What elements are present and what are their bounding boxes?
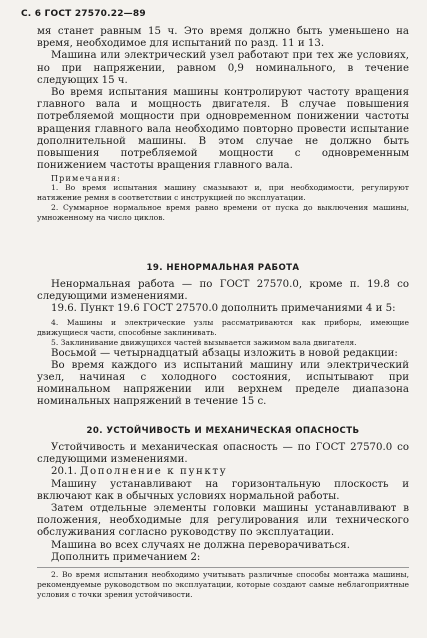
item-title: Дополнение к пункту <box>80 466 228 478</box>
note-2: 2. Суммарное нормальное время равно времени от пуска до выключения машины, умноженному на число циклов. <box>37 203 409 223</box>
paragraph-3: Во время испытания машины контролируют частоту вращения главного вала и мощность двигателя. В случае повышения потребляемой мощности при одновременном понижении частоты вращения главного вала необходимо повторно провести испытание дополнительной машины. В этом случае не должно быть повышения потребляемой мощности с одновременным понижением частоты вращения главного вала. <box>37 87 409 172</box>
footnote-rule <box>37 567 409 568</box>
section-19-heading: 19. НЕНОРМАЛЬНАЯ РАБОТА <box>146 263 300 273</box>
section-20-paragraph-5: Дополнить примечанием 2: <box>51 551 201 563</box>
section-20-heading: 20. УСТОЙЧИВОСТЬ И МЕХАНИЧЕСКАЯ ОПАСНОСТЬ <box>86 426 360 436</box>
text-block-top <box>37 26 409 223</box>
note-1: 1. Во время испытания машину смазывают и, при необходимости, регулируют натяжение ремня в соответствии с инструкцией по эксплуатации. <box>37 183 409 203</box>
section-19-item: 19.6. Пункт 19.6 ГОСТ 27570.0 дополнить примечаниями 4 и 5: <box>51 303 396 315</box>
section-20 <box>37 426 409 600</box>
paragraph-1: мя станет равным 15 ч. Это время должно быть уменьшено на время, необходимое для испытаний по разд. 11 и 13. <box>37 26 409 50</box>
page-header: С. 6 ГОСТ 27570.22—89 <box>21 9 146 19</box>
section-19-eighth: Восьмой — четырнадцатый абзацы изложить в новой редакции: <box>51 347 398 359</box>
section-19-note-5: 5. Заклинивание движущихся частей вызывается зажимом вала двигателя. <box>51 337 357 347</box>
section-19-redaction: Во время каждого из испытаний машину или электрический узел, начиная с холодного состояния, испытывают при номинальном напряжении или верхнем пределе диапазона номинальных напряжений в течение 15 с. <box>37 359 409 408</box>
paragraph-2: Машина или электрический узел работают при тех же условиях, но при напряжении, равном 0,9 номинального, в течение следующих 15 ч. <box>37 50 409 86</box>
section-20-paragraph-4: Машина во всех случаях не должна переворачиваться. <box>51 539 350 551</box>
section-19-note-4: 4. Машины и электрические узлы рассматриваются как приборы, имеющие движущиеся части, способные заклинивать. <box>37 317 409 337</box>
notes-title: Примечания: <box>51 174 122 184</box>
section-20-intro: Устойчивость и механическая опасность — по ГОСТ 27570.0 со следующими изменениями. <box>37 442 409 466</box>
section-19-intro: Ненормальная работа — по ГОСТ 27570.0, кроме п. 19.8 со следующими изменениями. <box>37 279 409 303</box>
section-19 <box>37 263 409 409</box>
item-number: 20.1. <box>51 466 77 478</box>
section-20-paragraph-2: Машину устанавливают на горизонтальную плоскость и включают как в обычных условиях нормальной работы. <box>37 478 409 502</box>
section-20-paragraph-3: Затем отдельные элементы головки машины устанавливают в положения, необходимые для регулирования или технического обслуживания согласно руководству по эксплуатации. <box>37 503 409 539</box>
section-20-item <box>37 466 409 478</box>
section-20-note-2: 2. Во время испытания необходимо учитывать различные способы монтажа машины, рекомендуемые руководством по эксплуатации, которые создают самые неблагоприятные условия с точки зрения устойчивости. <box>37 570 409 600</box>
